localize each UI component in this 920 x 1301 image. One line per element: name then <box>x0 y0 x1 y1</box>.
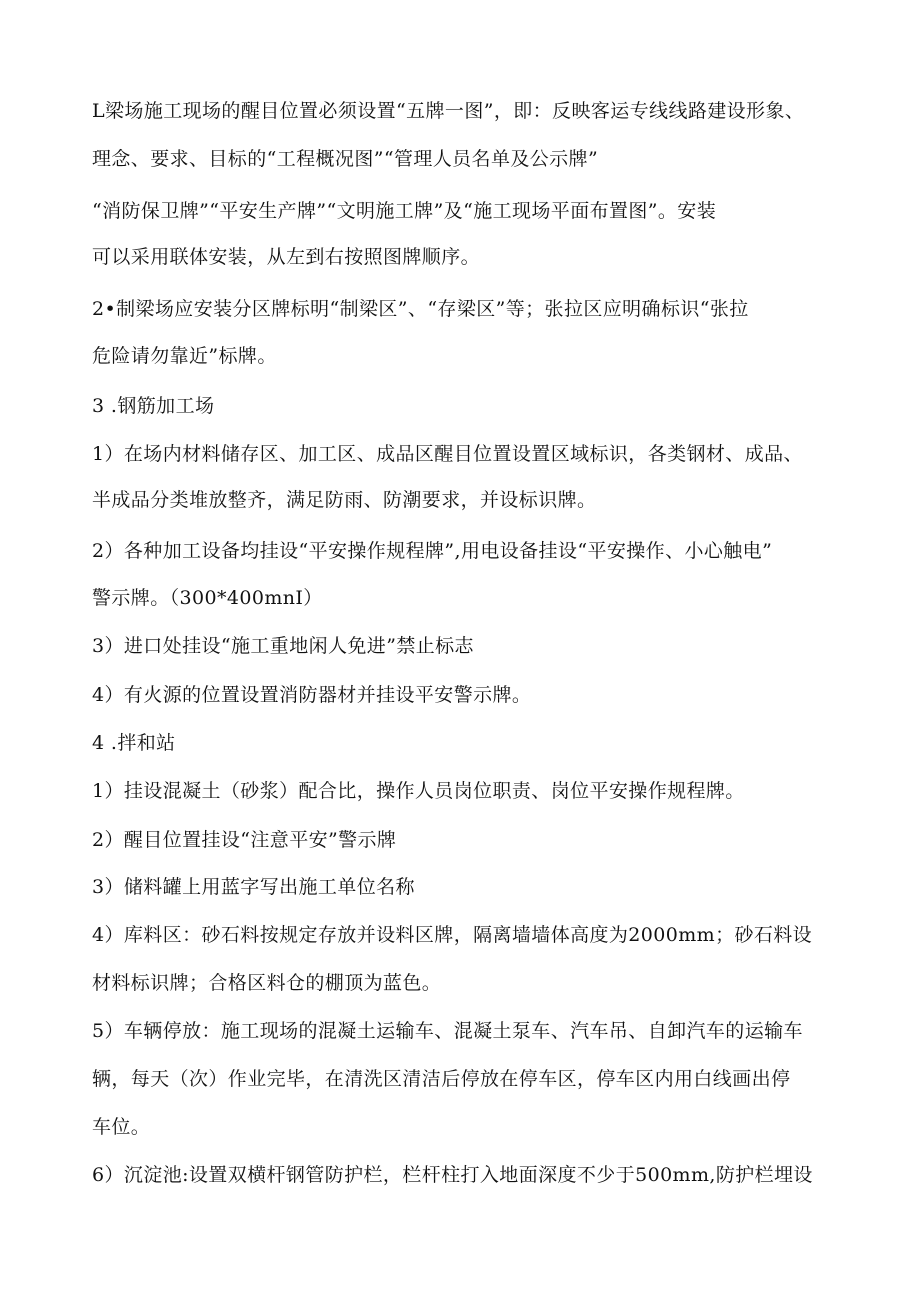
paragraph-line: 1）在场内材料储存区、加工区、成品区醒目位置设置区域标识，各类钢材、成品、 <box>92 443 803 465</box>
paragraph-line: 6）沉淀池:设置双横杆钢管防护栏，栏杆柱打入地面深度不少于500mm,防护栏埋设 <box>92 1164 813 1186</box>
section-heading: 3 .钢筋加工场 <box>92 395 215 417</box>
paragraph-line: L梁场施工现场的醒目位置必须设置“五牌一图”，即：反映客运专线线路建设形象、 <box>92 100 805 122</box>
paragraph-line: 半成品分类堆放整齐，满足防雨、防潮要求，并设标识牌。 <box>92 489 597 511</box>
paragraph-line: 3）进口处挂设“施工重地闲人免进”禁止标志 <box>92 635 474 657</box>
paragraph-line: 5）车辆停放：施工现场的混凝土运输车、混凝土泵车、汽车吊、自卸汽车的运输车 <box>92 1020 803 1042</box>
paragraph-line: 材料标识牌；合格区料仓的棚顶为蓝色。 <box>92 972 442 994</box>
paragraph-line: 4）有火源的位置设置消防器材并挂设平安警示牌。 <box>92 684 532 706</box>
paragraph-line: 4）库料区：砂石料按规定存放并设料区牌，隔离墙墙体高度为2000mm；砂石料设 <box>92 924 813 946</box>
paragraph-line: 3）储料罐上用蓝字写出施工单位名称 <box>92 876 415 898</box>
paragraph-line: 可以采用联体安装，从左到右按照图牌顺序。 <box>92 246 481 268</box>
paragraph-line: 警示牌。（300*400mnI） <box>92 587 323 609</box>
paragraph-line: 车位。 <box>92 1116 151 1138</box>
paragraph-line: “消防保卫牌”“平安生产牌”“文明施工牌”及“施工现场平面布置图”。安装 <box>92 200 717 222</box>
paragraph-line: 理念、要求、目标的“工程概况图”“管理人员名单及公示牌” <box>92 148 599 170</box>
paragraph-line: 危险请勿靠近”标牌。 <box>92 345 277 367</box>
paragraph-line: 2）各种加工设备均挂设“平安操作规程牌”,用电设备挂设“平安操作、小心触电” <box>92 540 773 562</box>
paragraph-line: 2）醒目位置挂设“注意平安”警示牌 <box>92 829 397 851</box>
paragraph-line: 辆，每天（次）作业完毕，在清洗区清洁后停放在停车区，停车区内用白线画出停 <box>92 1068 791 1090</box>
paragraph-line: 1）挂设混凝土（砂浆）配合比，操作人员岗位职责、岗位平安操作规程牌。 <box>92 780 745 802</box>
section-heading: 4 .拌和站 <box>92 732 176 754</box>
paragraph-line: 2•制梁场应安装分区牌标明“制梁区”、“存梁区”等；张拉区应明确标识“张拉 <box>92 298 749 320</box>
